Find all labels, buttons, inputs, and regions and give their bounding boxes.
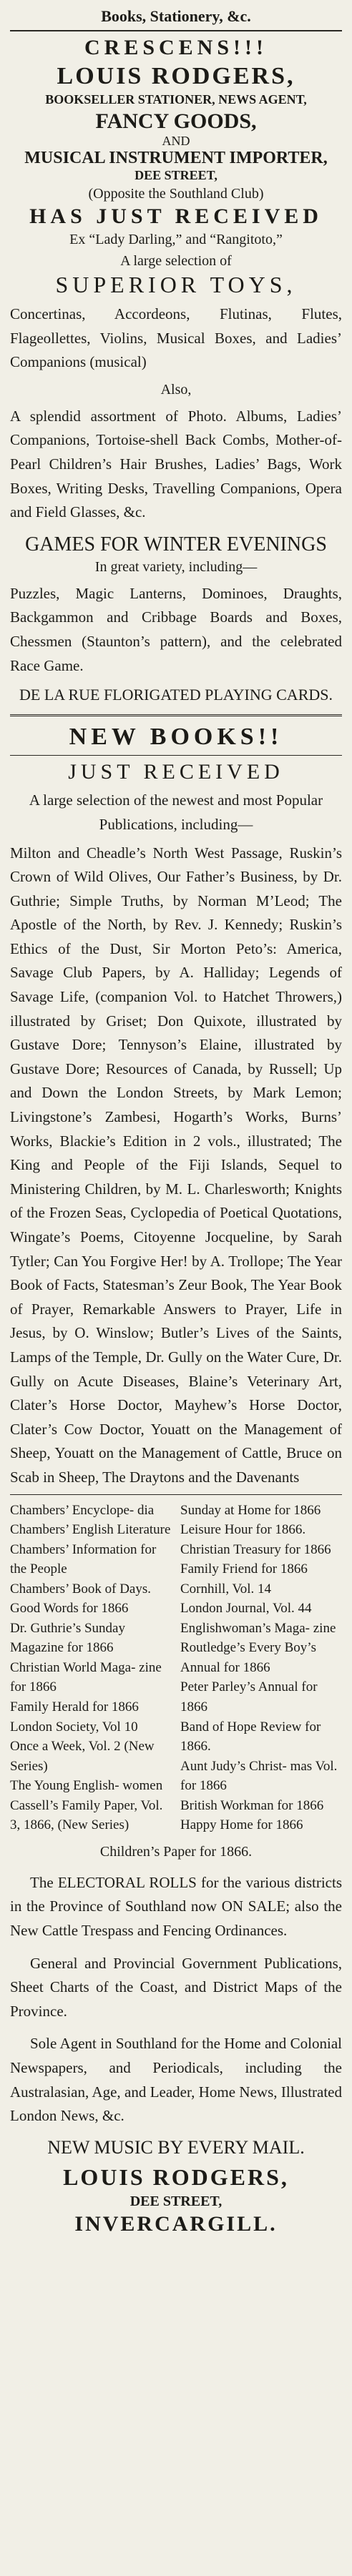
trade-line: BOOKSELLER STATIONER, NEWS AGENT, bbox=[45, 92, 307, 107]
electoral-rolls-paragraph: The ELECTORAL ROLLS for the various districts in the Province of Southland now ON SALE; also the New Cattle Trespass and Fencing Ordinances. bbox=[10, 1873, 342, 1940]
periodical-item: Leisure Hour for 1866. bbox=[180, 1522, 306, 1538]
advertiser-name: LOUIS RODGERS, bbox=[57, 63, 295, 89]
periodical-item: Englishwoman’s Maga- zine bbox=[180, 1620, 336, 1636]
periodicals-columns bbox=[10, 1501, 342, 1835]
periodical-item: Christian World Maga- zine for 1866 bbox=[10, 1659, 162, 1695]
sole-agent-paragraph: Sole Agent in Southland for the Home and Colonial Newspapers, and Periodicals, including the Australasian, Age, and Leader, Home News, Illustrated London News, &c. bbox=[10, 2035, 342, 2125]
periodical-item: The Young English- women bbox=[10, 1778, 163, 1794]
musical-importer-line: MUSICAL INSTRUMENT IMPORTER, bbox=[24, 149, 328, 167]
periodical-item: Happy Home for 1866 bbox=[180, 1817, 303, 1833]
just-received-heading: HAS JUST RECEIVED bbox=[29, 204, 323, 228]
childrens-paper-line: Children’s Paper for 1866. bbox=[99, 1843, 253, 1860]
periodical-item: Family Herald for 1866 bbox=[10, 1699, 139, 1714]
periodical-item: Christian Treasury for 1866 bbox=[180, 1541, 331, 1557]
ad-divider bbox=[10, 714, 342, 716]
periodical-item: Cornhill, Vol. 14 bbox=[180, 1581, 272, 1597]
just-received-books-heading: JUST RECEIVED bbox=[68, 760, 284, 784]
variety-line: In great variety, including— bbox=[94, 558, 258, 575]
and-line: AND bbox=[162, 134, 190, 148]
selection-intro: A large selection of the newest and most Popular Publications, including— bbox=[29, 791, 323, 833]
periodical-item: British Workman for 1866 bbox=[180, 1797, 324, 1813]
footer-advertiser-name: LOUIS RODGERS, bbox=[63, 2163, 289, 2190]
opposite-club-line: (Opposite the Southland Club) bbox=[88, 186, 264, 202]
top-divider bbox=[10, 30, 342, 31]
puzzles-paragraph: Puzzles, Magic Lanterns, Dominoes, Draughts, Backgammon and Cribbage Boards and Boxes, Chessmen (Staunton’s pattern), and the celebrated Race Game. bbox=[10, 584, 342, 674]
new-music-heading: NEW MUSIC BY EVERY MAIL. bbox=[47, 2136, 305, 2158]
periodical-item: Once a Week, Vol. 2 (New Series) bbox=[10, 1739, 155, 1774]
periodical-item: Good Words for 1866 bbox=[10, 1601, 129, 1617]
street-line: DEE STREET, bbox=[135, 168, 217, 182]
periodical-item: Chambers’ Book of Days. bbox=[10, 1581, 152, 1597]
periodical-item: Cassell’s Family Paper, Vol. 3, 1866, (New Series) bbox=[10, 1797, 163, 1833]
footer-town: INVERCARGILL. bbox=[74, 2211, 278, 2236]
crescens-heading: CRESCENS!!! bbox=[84, 36, 268, 59]
superior-toys-heading: SUPERIOR TOYS, bbox=[55, 272, 297, 297]
periodical-item: Chambers’ Information for the People bbox=[10, 1541, 157, 1577]
winter-games-heading: GAMES FOR WINTER EVENINGS bbox=[25, 533, 327, 556]
playing-cards-line: DE LA RUE FLORIGATED PLAYING CARDS. bbox=[19, 686, 333, 704]
ad-rodgers-goods bbox=[10, 36, 342, 298]
section-header: Books, Stationery, &c. bbox=[101, 7, 251, 25]
periodical-item: Peter Parley’s Annual for 1866 bbox=[180, 1679, 318, 1714]
periodicals-left-column bbox=[10, 1501, 172, 1835]
new-books-heading: NEW BOOKS!! bbox=[69, 724, 283, 751]
also-line: Also, bbox=[160, 381, 192, 398]
periodical-item: London Society, Vol 10 bbox=[10, 1719, 138, 1734]
footer-street: DEE STREET, bbox=[129, 2193, 223, 2209]
photo-albums-paragraph: A splendid assortment of Photo. Albums, Ladies’ Companions, Tortoise-shell Back Combs, Mother-of-Pearl Children’s Hair Brushes, Ladies’ Bags, Work Boxes, Writing Desks, Travelling Companions, Opera and Field Glasses, &c. bbox=[10, 407, 342, 521]
periodicals-divider bbox=[10, 1494, 342, 1495]
periodical-item: Dr. Guthrie’s Sunday Magazine for 1866 bbox=[10, 1620, 125, 1656]
periodical-item: Sunday at Home for 1866 bbox=[180, 1502, 321, 1518]
government-publications-paragraph: General and Provincial Government Publications, Sheet Charts of the Coast, and District Maps of the Province. bbox=[10, 1954, 342, 2020]
book-list-paragraph: Milton and Cheadle’s North West Passage, Ruskin’s Crown of Wild Olives, Our Father’s Business, by Dr. Guthrie; Simple Truths, by Norman M’Leod; The Apostle of the North, by Rev. J. Kennedy; Ruskin’s Ethics of the Dust, Sir Morton Peto’s: America, Savage Club Papers, by A. Halliday; Legends of Savage Life, (companion Vol. to Hatchet Throwers,) illustrated by Griset; Don Quixote, illustrated by Gustave Dore; Tennyson’s Elaine, illustrated by Gustave Dore; Resources of Canada, by Russell; Up and Down the London Streets, by Mark Lemon; Livingstone’s Zambesi, Hogarth’s Works, Burns’ Works, Blackie’s Edition in 2 vols., illustrated; The King and People of the Fiji Islands, Sequel to Ministering Children, by M. L. Charlesworth; Knights of the Frozen Seas, Cyclopedia of Poetical Quotations, Wingate’s Poems, Citoyenne Jocqueline, by Sarah Tytler; Can You Forgive Her! by A. Trollope; The Year Book of Facts, Statesman’s Zeur Book, The Year Book of Prayer, Remarkable Answers to Prayer, Life in Jesus, by O. Winslow; Butler’s Lives of the Saints, Lamps of the Temple, Dr. Gully on the Water Cure, Dr. Gully on Acute Diseases, Blaine’s Veterinary Art, Clater’s Horse Doctor, Mayhew’s Horse Doctor, Clater’s Cow Doctor, Youatt on the Management of Sheep, Youatt on the Management of Cattle, Bruce on Scab in Sheep, The Draytons and the Davenants bbox=[10, 844, 342, 1486]
periodical-item: Band of Hope Review for 1866. bbox=[180, 1719, 321, 1755]
periodical-item: Chambers’ English Literature bbox=[10, 1522, 171, 1538]
instruments-paragraph: Concertinas, Accordeons, Flutinas, Flutes, Flageollettes, Violins, Musical Boxes, and Ladies’ Companions (musical) bbox=[10, 305, 342, 371]
fancy-goods-line: FANCY GOODS, bbox=[95, 109, 257, 133]
periodical-item: Chambers’ Encyclope- dia bbox=[10, 1502, 155, 1518]
books-divider bbox=[10, 755, 342, 756]
periodical-item: Aunt Judy’s Christ- mas Vol. for 1866 bbox=[180, 1758, 338, 1794]
periodical-item: London Journal, Vol. 44 bbox=[180, 1601, 312, 1617]
periodical-item: Family Friend for 1866 bbox=[180, 1561, 308, 1577]
ship-names-line: Ex “Lady Darling,” and “Rangitoto,” bbox=[69, 232, 283, 247]
periodical-item: Routledge’s Every Boy’s Annual for 1866 bbox=[180, 1640, 316, 1675]
periodicals-right-column bbox=[180, 1501, 342, 1835]
large-selection-line: A large selection of bbox=[120, 253, 232, 269]
